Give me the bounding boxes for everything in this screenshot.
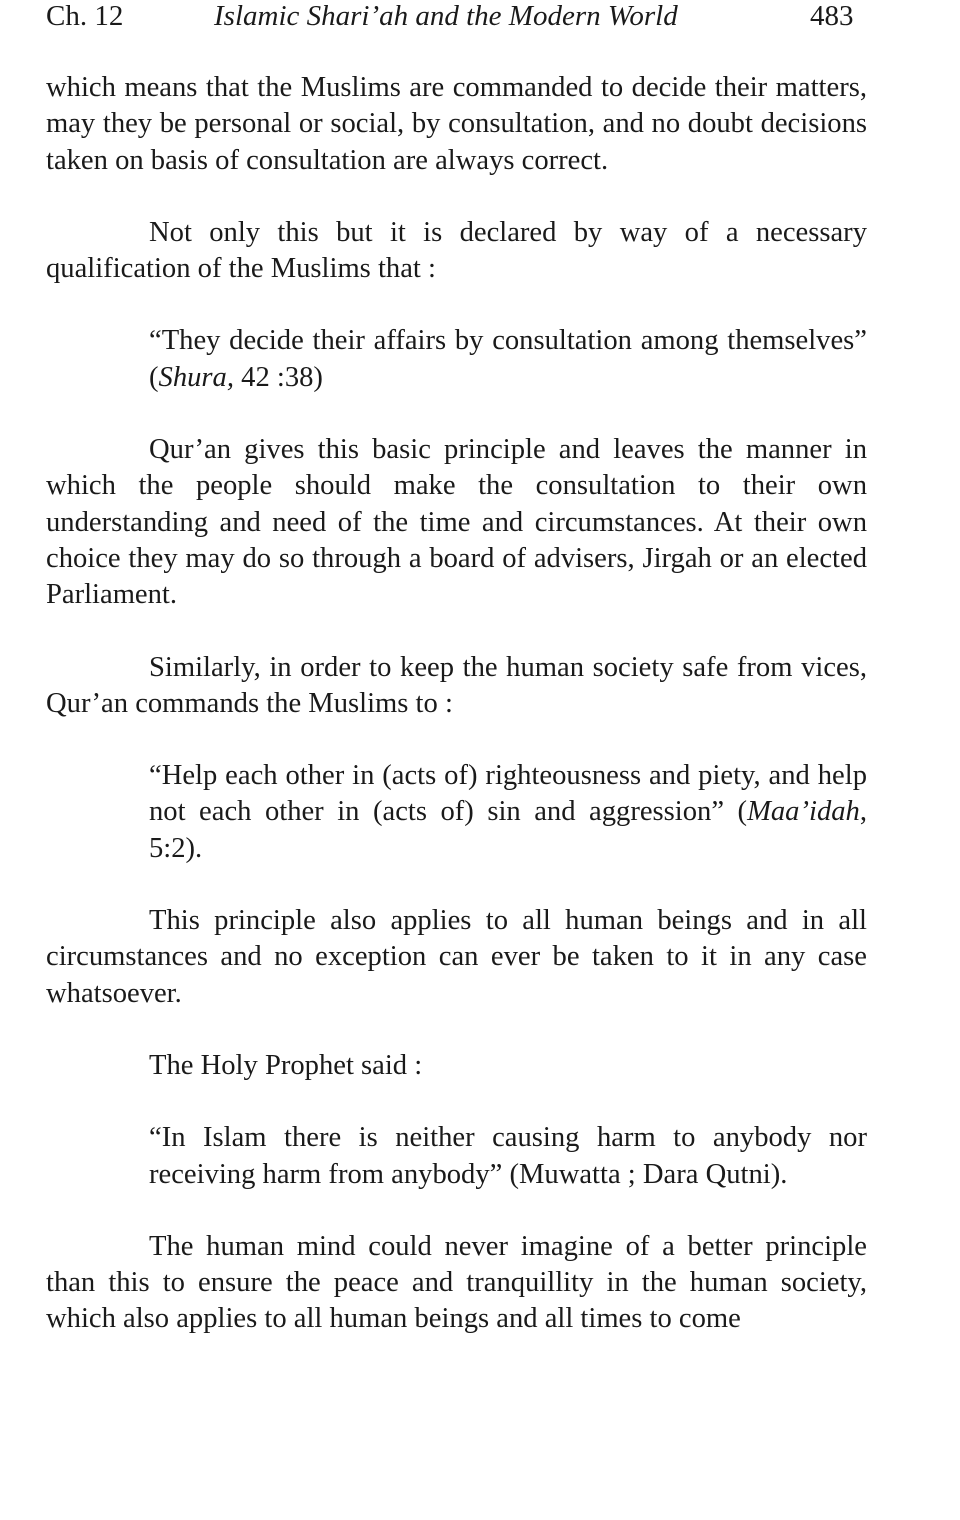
- quotation-shura-text: “They decide their affairs by consultation among themselves” (: [149, 325, 867, 393]
- running-head: [0, 0, 960, 38]
- book-title: Islamic Shari’ah and the Modern World: [214, 0, 678, 32]
- quotation-maaidah-source: Maa’idah: [747, 796, 860, 828]
- body-text: [46, 70, 867, 1338]
- paragraph-5: This principle also applies to all human beings and in all circumstances and no exception can ever be taken to it in any case whatsoever.: [46, 905, 867, 1009]
- quotation-shura: [149, 323, 867, 396]
- paragraph-6: The Holy Prophet said :: [149, 1049, 423, 1081]
- paragraph-7: The human mind could never imagine of a better principle than this to ensure the peace and tranquillity in the human society, which also applies to all human beings and all times to come: [46, 1230, 867, 1335]
- page-number: 483: [810, 0, 854, 32]
- paragraph-2: Not only this but it is declared by way of a necessary qualification of the Muslims that :: [46, 216, 867, 285]
- quotation-maaidah-text: “Help each other in (acts of) righteousness and piety, and help not each other in (acts of) sin and aggression” (: [149, 760, 867, 828]
- paragraph-1: which means that the Muslims are commanded to decide their matters, may they be personal or social, by consultation, and no doubt decisions taken on basis of consultation are always correct.: [46, 72, 867, 176]
- quotation-hadith: “In Islam there is neither causing harm to anybody nor receiving harm from anybody” (Muwatta ; Dara Qutni).: [149, 1122, 867, 1190]
- paragraph-4: Similarly, in order to keep the human society safe from vices, Qur’an commands the Muslims to :: [46, 651, 867, 719]
- quotation-shura-source: Shura,: [158, 361, 234, 393]
- quotation-maaidah: [149, 758, 867, 867]
- paragraph-3: Qur’an gives this basic principle and leaves the manner in which the people should make the consultation to their own understanding and need of the time and circumstances. At their own choice they may do so through a board of advisers, Jirgah or an elected Parliament.: [46, 434, 867, 611]
- chapter-number: Ch. 12: [46, 0, 124, 32]
- quotation-shura-ref: 42 :38): [234, 361, 323, 393]
- quotation-maaidah-ref: , 5:2).: [149, 796, 867, 864]
